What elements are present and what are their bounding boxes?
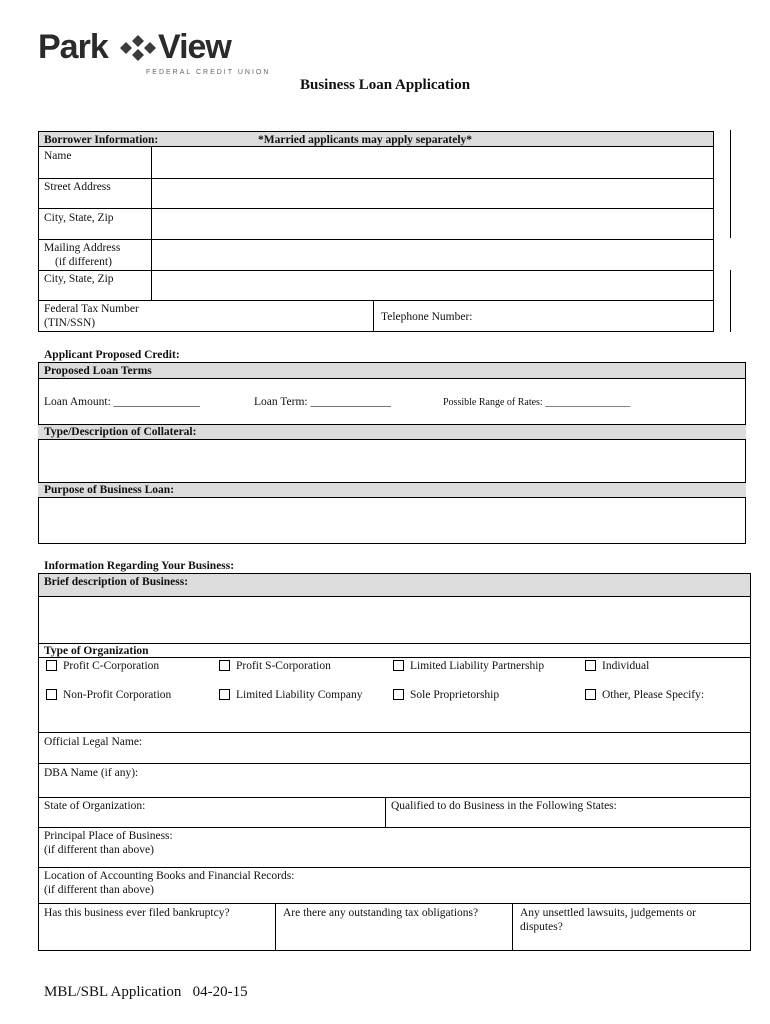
name-field[interactable] bbox=[153, 148, 713, 177]
state-org-label: State of Organization: bbox=[44, 800, 146, 812]
mailing-city-label: City, State, Zip bbox=[44, 273, 114, 285]
city-field[interactable] bbox=[153, 210, 713, 238]
dba-label: DBA Name (if any): bbox=[44, 767, 139, 779]
tax-number-sublabel: (TIN/SSN) bbox=[44, 317, 96, 329]
logo-diamond-icon bbox=[117, 33, 159, 63]
non-profit-checkbox[interactable] bbox=[46, 689, 57, 700]
lawsuits-sublabel: disputes? bbox=[520, 921, 563, 933]
mailing-label: Mailing Address bbox=[44, 242, 121, 254]
profit-c-corp-checkbox[interactable] bbox=[46, 660, 57, 671]
proposed-credit-header: Applicant Proposed Credit: bbox=[44, 349, 180, 361]
business-info-header: Information Regarding Your Business: bbox=[44, 560, 235, 572]
profit-s-corp-checkbox[interactable] bbox=[219, 660, 230, 671]
non-profit-label: Non-Profit Corporation bbox=[63, 689, 172, 701]
books-location-label: Location of Accounting Books and Financial Records: bbox=[44, 870, 295, 882]
lawsuits-label: Any unsettled lawsuits, judgements or bbox=[520, 907, 696, 919]
profit-s-corp-label: Profit S-Corporation bbox=[236, 660, 331, 672]
name-label: Name bbox=[44, 150, 72, 162]
margin-mark bbox=[730, 130, 731, 238]
mailing-field[interactable] bbox=[153, 241, 713, 269]
other-label: Other, Please Specify: bbox=[602, 689, 705, 701]
other-checkbox[interactable] bbox=[585, 689, 596, 700]
brief-description-header: Brief description of Business: bbox=[44, 576, 189, 588]
qualified-states-label: Qualified to do Business in the Following States: bbox=[391, 800, 617, 812]
street-label: Street Address bbox=[44, 181, 111, 193]
telephone-label: Telephone Number: bbox=[381, 311, 473, 323]
purpose-header: Purpose of Business Loan: bbox=[44, 484, 175, 496]
llp-label: Limited Liability Partnership bbox=[410, 660, 545, 672]
loan-amount-field[interactable]: Loan Amount: _______________ bbox=[44, 396, 200, 408]
collateral-header: Type/Description of Collateral: bbox=[44, 426, 197, 438]
books-location-sublabel: (if different than above) bbox=[44, 884, 154, 896]
llc-label: Limited Liability Company bbox=[236, 689, 363, 701]
legal-name-label: Official Legal Name: bbox=[44, 736, 143, 748]
document-title: Business Loan Application bbox=[299, 77, 471, 93]
margin-mark bbox=[730, 270, 731, 332]
borrower-header: Borrower Information: bbox=[44, 134, 159, 146]
logo-word-view: View bbox=[158, 28, 231, 66]
city-label: City, State, Zip bbox=[44, 212, 114, 224]
logo-tagline: FEDERAL CREDIT UNION bbox=[146, 69, 271, 76]
llc-checkbox[interactable] bbox=[219, 689, 230, 700]
org-type-header: Type of Organization bbox=[44, 645, 149, 657]
rate-range-field[interactable]: Possible Range of Rates: _________________ bbox=[443, 397, 631, 408]
principal-place-label: Principal Place of Business: bbox=[44, 830, 173, 842]
individual-checkbox[interactable] bbox=[585, 660, 596, 671]
tax-obligations-label: Are there any outstanding tax obligations? bbox=[283, 907, 479, 919]
brief-description-field[interactable] bbox=[40, 598, 748, 641]
principal-place-sublabel: (if different than above) bbox=[44, 844, 154, 856]
sole-proprietorship-label: Sole Proprietorship bbox=[410, 689, 500, 701]
logo-word-park: Park bbox=[38, 28, 108, 66]
purpose-field[interactable] bbox=[40, 499, 744, 542]
married-note: *Married applicants may apply separately* bbox=[258, 134, 473, 146]
mailing-city-field[interactable] bbox=[153, 272, 713, 299]
form-footer: MBL/SBL Application 04-20-15 bbox=[44, 984, 248, 1000]
individual-label: Individual bbox=[602, 660, 650, 672]
loan-terms-header: Proposed Loan Terms bbox=[44, 365, 152, 377]
loan-term-field[interactable]: Loan Term: ______________ bbox=[254, 396, 391, 408]
mailing-sublabel: (if different) bbox=[55, 256, 112, 268]
bankruptcy-label: Has this business ever filed bankruptcy? bbox=[44, 907, 230, 919]
collateral-field[interactable] bbox=[40, 441, 744, 481]
sole-proprietorship-checkbox[interactable] bbox=[393, 689, 404, 700]
profit-c-corp-label: Profit C-Corporation bbox=[63, 660, 160, 672]
street-field[interactable] bbox=[153, 180, 713, 207]
tax-number-label: Federal Tax Number bbox=[44, 303, 139, 315]
llp-checkbox[interactable] bbox=[393, 660, 404, 671]
